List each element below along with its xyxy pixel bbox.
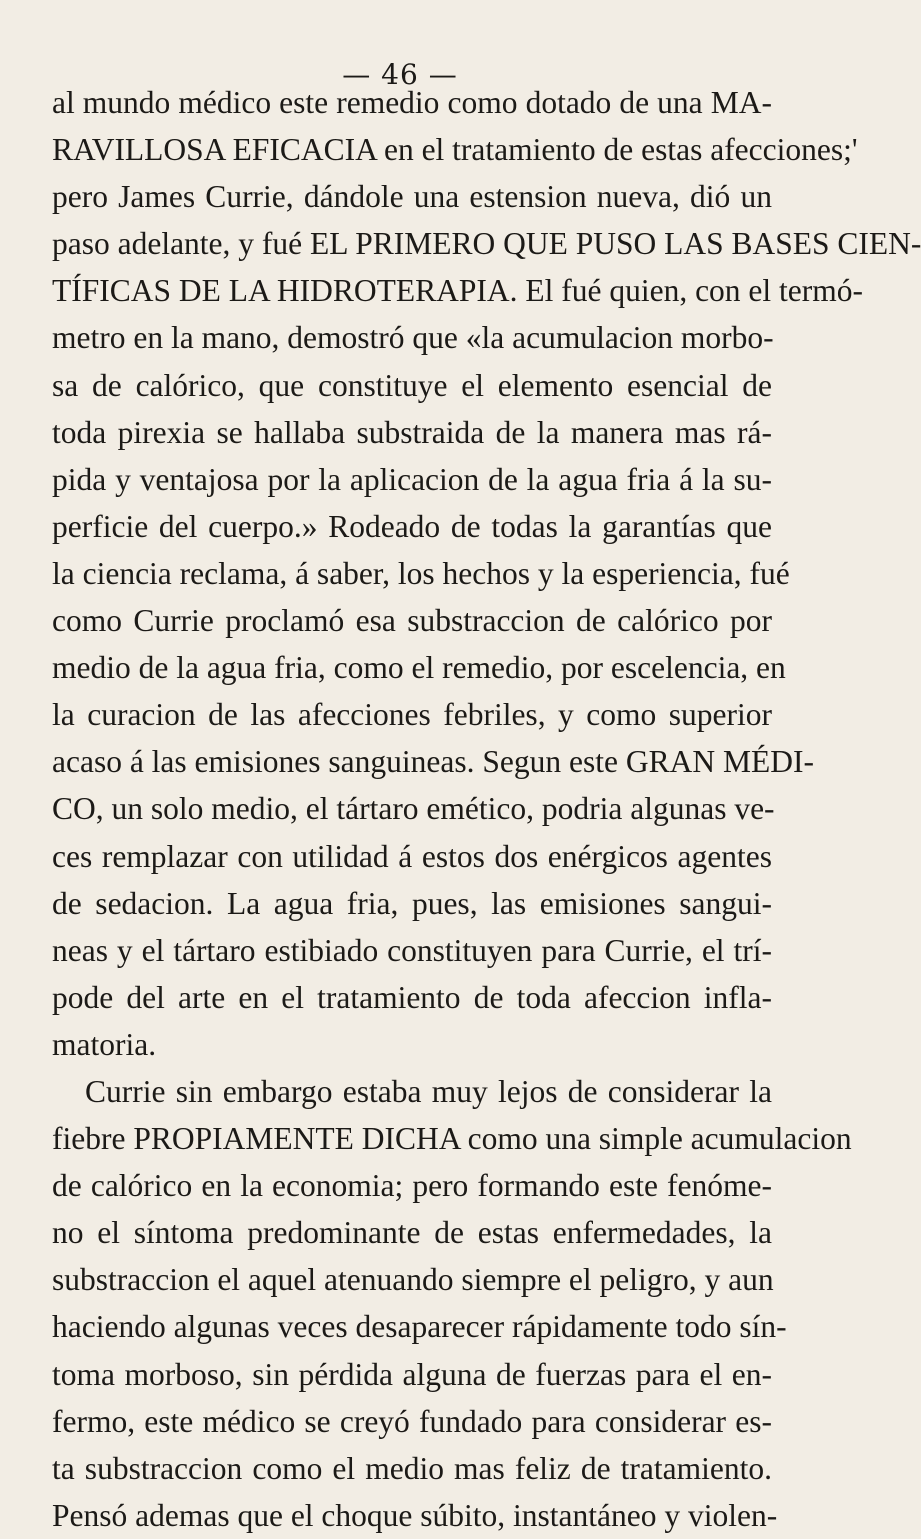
text-line: toma morboso, sin pérdida alguna de fuerzas para el en-: [52, 1356, 772, 1392]
text-line: ta substraccion como el medio mas feliz de tratamiento.: [52, 1450, 772, 1486]
text-line: TÍFICAS DE LA HIDROTERAPIA. El fué quien, con el termó-: [52, 273, 864, 309]
text-line: acaso á las emisiones sanguineas. Segun este GRAN MÉDI-: [52, 744, 814, 780]
text-line: pida y ventajosa por la aplicacion de la agua fria á la su-: [52, 461, 772, 497]
text-line: pode del arte en el tratamiento de toda afeccion infla-: [52, 979, 772, 1015]
text-line: RAVILLOSA EFICACIA en el tratamiento de estas afecciones;': [52, 132, 858, 168]
text-line: paso adelante, y fué EL PRIMERO QUE PUSO LAS BASES CIEN-: [52, 226, 921, 262]
text-line: perficie del cuerpo.» Rodeado de todas la garantías que: [52, 508, 772, 544]
text-line: Currie sin embargo estaba muy lejos de considerar la: [85, 1073, 772, 1109]
text-line: CO, un solo medio, el tártaro emético, podria algunas ve-: [52, 791, 775, 827]
text-line: fermo, este médico se creyó fundado para considerar es-: [52, 1403, 772, 1439]
body-text: [52, 79, 921, 1539]
text-line: de calórico en la economia; pero formando este fenóme-: [52, 1168, 772, 1204]
page-number: — 46 —: [342, 58, 458, 91]
text-line: fiebre PROPIAMENTE DICHA como una simple acumulacion: [52, 1121, 852, 1157]
text-line: haciendo algunas veces desaparecer rápidamente todo sín-: [52, 1309, 787, 1345]
text-line: matoria.: [52, 1026, 157, 1062]
text-line: neas y el tártaro estibiado constituyen para Currie, el trí-: [52, 932, 772, 968]
text-line: ces remplazar con utilidad á estos dos enérgicos agentes: [52, 838, 772, 874]
text-line: la ciencia reclama, á saber, los hechos y la esperiencia, fué: [52, 555, 790, 591]
text-line: medio de la agua fria, como el remedio, por escelencia, en: [52, 650, 786, 686]
text-line: toda pirexia se hallaba substraida de la manera mas rá-: [52, 414, 772, 450]
text-line: como Currie proclamó esa substraccion de calórico por: [52, 603, 772, 639]
text-line: no el síntoma predominante de estas enfermedades, la: [52, 1215, 772, 1251]
text-line: sa de calórico, que constituye el elemento esencial de: [52, 367, 772, 403]
text-line: Pensó ademas que el choque súbito, instantáneo y violen-: [52, 1497, 778, 1533]
text-line: de sedacion. La agua fria, pues, las emisiones sangui-: [52, 885, 772, 921]
text-line: substraccion el aquel atenuando siempre el peligro, y aun: [52, 1262, 774, 1298]
text-line: al mundo médico este remedio como dotado de una MA-: [52, 85, 772, 120]
text-line: la curacion de las afecciones febriles, y como superior: [52, 697, 772, 733]
text-line: metro en la mano, demostró que «la acumulacion morbo-: [52, 320, 774, 356]
text-line: pero James Currie, dándole una estension nueva, dió un: [52, 179, 772, 215]
